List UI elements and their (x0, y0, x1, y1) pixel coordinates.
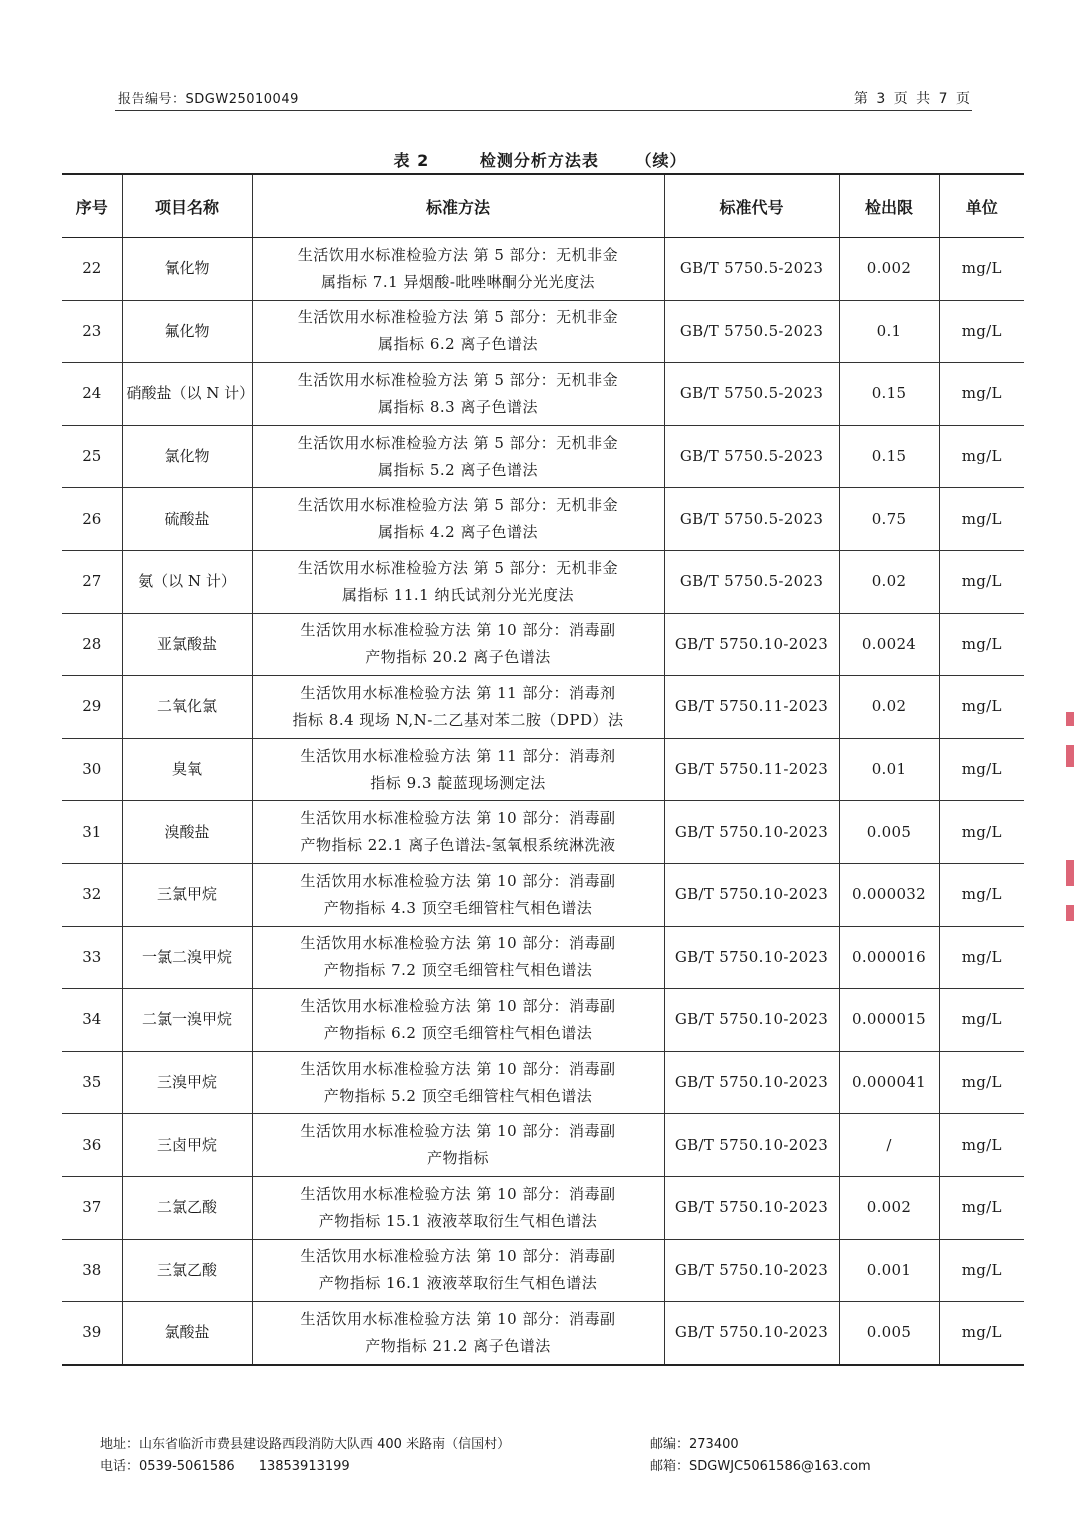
row-detection-limit: 0.15 (839, 363, 939, 426)
row-standard-code: GB/T 5750.11-2023 (664, 738, 839, 801)
row-method-line: 生活饮用水标准检验方法 第 11 部分：消毒剂 (300, 683, 616, 702)
row-method-line: 生活饮用水标准检验方法 第 5 部分：无机非金 (297, 558, 619, 577)
row-item-name: 溴酸盐 (122, 801, 252, 864)
row-method-line: 属指标 7.1 异烟酸-吡唑啉酮分光光度法 (321, 272, 595, 291)
row-item-name: 三氯甲烷 (122, 863, 252, 926)
row-number: 32 (62, 863, 122, 926)
row-item-name: 硝酸盐（以 N 计） (122, 363, 252, 426)
row-method-line: 生活饮用水标准检验方法 第 5 部分：无机非金 (297, 308, 619, 327)
row-method (252, 989, 664, 1052)
row-number: 34 (62, 989, 122, 1052)
table-row (62, 989, 1024, 1052)
row-method (252, 863, 664, 926)
row-method-line: 生活饮用水标准检验方法 第 10 部分：消毒副 (300, 1059, 616, 1078)
seal-fragment (1066, 745, 1074, 767)
row-method (252, 238, 664, 301)
table-row (62, 1302, 1024, 1365)
row-method-line: 产物指标 16.1 液液萃取衍生气相色谱法 (318, 1274, 598, 1293)
row-method (252, 738, 664, 801)
row-method-line: 产物指标 6.2 顶空毛细管柱气相色谱法 (323, 1023, 593, 1042)
row-method-line: 生活饮用水标准检验方法 第 10 部分：消毒副 (300, 621, 616, 640)
table-row (62, 926, 1024, 989)
row-number: 27 (62, 550, 122, 613)
row-number: 33 (62, 926, 122, 989)
table-row (62, 363, 1024, 426)
row-detection-limit: 0.002 (839, 1176, 939, 1239)
row-item-name: 氰化物 (122, 238, 252, 301)
row-method (252, 676, 664, 739)
seal-fragment (1066, 905, 1074, 921)
table-row (62, 238, 1024, 301)
row-standard-code: GB/T 5750.5-2023 (664, 300, 839, 363)
table-number: 表 2 (393, 151, 430, 170)
row-method-line: 生活饮用水标准检验方法 第 10 部分：消毒副 (300, 809, 616, 828)
row-number: 25 (62, 425, 122, 488)
row-unit: mg/L (939, 488, 1024, 551)
row-unit: mg/L (939, 738, 1024, 801)
row-standard-code: GB/T 5750.10-2023 (664, 863, 839, 926)
row-standard-code: GB/T 5750.5-2023 (664, 550, 839, 613)
row-method (252, 425, 664, 488)
column-header-limit: 检出限 (839, 174, 939, 238)
row-method (252, 926, 664, 989)
row-method (252, 363, 664, 426)
row-number: 30 (62, 738, 122, 801)
row-detection-limit: 0.02 (839, 550, 939, 613)
table-header-row (62, 174, 1024, 238)
methods-table (62, 173, 1024, 1366)
row-item-name: 一氯二溴甲烷 (122, 926, 252, 989)
row-number: 39 (82, 1323, 102, 1342)
row-detection-limit: 0.002 (839, 238, 939, 301)
footer-address: 地址：山东省临沂市费县建设路西段消防大队西 400 米路南（信国村） (100, 1437, 511, 1452)
table-row (62, 863, 1024, 926)
row-method (252, 550, 664, 613)
row-method (252, 1302, 664, 1365)
row-item-name: 氯化物 (122, 425, 252, 488)
table-row (62, 613, 1024, 676)
row-standard-code: GB/T 5750.5-2023 (664, 238, 839, 301)
row-standard-code: GB/T 5750.10-2023 (664, 1176, 839, 1239)
row-method-line: 生活饮用水标准检验方法 第 10 部分：消毒副 (300, 1122, 616, 1141)
row-method-line: 生活饮用水标准检验方法 第 5 部分：无机非金 (297, 245, 619, 264)
table-row (62, 1051, 1024, 1114)
row-standard-code: GB/T 5750.5-2023 (664, 363, 839, 426)
row-item-name: 臭氧 (122, 738, 252, 801)
row-unit: mg/L (939, 1302, 1024, 1365)
row-method-line: 生活饮用水标准检验方法 第 10 部分：消毒副 (300, 934, 616, 953)
row-number: 23 (62, 300, 122, 363)
row-method-line: 属指标 6.2 离子色谱法 (378, 335, 538, 354)
table-row (62, 425, 1024, 488)
row-detection-limit: 0.001 (839, 1239, 939, 1302)
row-method (252, 1239, 664, 1302)
row-number: 22 (62, 238, 122, 301)
row-unit: mg/L (939, 1176, 1024, 1239)
row-number: 26 (62, 488, 122, 551)
row-method (252, 1114, 664, 1177)
table-row (62, 300, 1024, 363)
row-detection-limit: 0.005 (839, 1302, 939, 1365)
row-unit: mg/L (939, 613, 1024, 676)
row-standard-code: GB/T 5750.10-2023 (664, 801, 839, 864)
row-unit: mg/L (939, 425, 1024, 488)
row-unit: mg/L (939, 926, 1024, 989)
row-unit: mg/L (939, 238, 1024, 301)
table-caption (0, 148, 1080, 171)
row-number: 37 (62, 1176, 122, 1239)
table-row (62, 1239, 1024, 1302)
column-header-no: 序号 (62, 174, 122, 238)
row-standard-code: GB/T 5750.11-2023 (664, 676, 839, 739)
row-item-name: 氯酸盐 (122, 1302, 252, 1365)
row-method-line: 生活饮用水标准检验方法 第 10 部分：消毒副 (300, 871, 616, 890)
row-item-name: 二氧化氯 (122, 676, 252, 739)
row-standard-code: GB/T 5750.10-2023 (664, 1302, 839, 1365)
row-method-line: 指标 9.3 靛蓝现场测定法 (370, 773, 546, 792)
row-unit: mg/L (939, 801, 1024, 864)
row-method-line: 产物指标 5.2 顶空毛细管柱气相色谱法 (323, 1086, 593, 1105)
row-method-line: 生活饮用水标准检验方法 第 10 部分：消毒副 (300, 1184, 616, 1203)
row-method-line: 属指标 5.2 离子色谱法 (378, 460, 538, 479)
row-standard-code: GB/T 5750.5-2023 (664, 425, 839, 488)
footer-phone-2: 13853913199 (258, 1459, 350, 1474)
row-detection-limit: / (839, 1114, 939, 1177)
row-item-name: 三卤甲烷 (122, 1114, 252, 1177)
row-method-line: 生活饮用水标准检验方法 第 10 部分：消毒副 (300, 996, 616, 1015)
row-item-name: 氟化物 (122, 300, 252, 363)
row-number: 36 (62, 1114, 122, 1177)
row-standard-code: GB/T 5750.10-2023 (664, 989, 839, 1052)
table-row (62, 488, 1024, 551)
row-method-line: 指标 8.4 现场 N,N-二乙基对苯二胺（DPD）法 (292, 710, 624, 729)
row-method-line: 产物指标 (426, 1149, 489, 1168)
row-standard-code: GB/T 5750.10-2023 (664, 1051, 839, 1114)
page-indicator: 第 3 页 共 7 页 (853, 91, 972, 107)
row-number: 28 (62, 613, 122, 676)
row-detection-limit: 0.1 (839, 300, 939, 363)
row-detection-limit: 0.15 (839, 425, 939, 488)
seal-fragment (1066, 712, 1074, 726)
row-method-line: 生活饮用水标准检验方法 第 5 部分：无机非金 (297, 433, 619, 452)
row-unit: mg/L (939, 300, 1024, 363)
row-item-name: 二氯一溴甲烷 (122, 989, 252, 1052)
row-item-name: 硫酸盐 (122, 488, 252, 551)
table-row (62, 550, 1024, 613)
row-method-line: 产物指标 7.2 顶空毛细管柱气相色谱法 (323, 961, 593, 980)
footer-postcode: 邮编：273400 (650, 1437, 739, 1452)
row-method-line: 生活饮用水标准检验方法 第 10 部分：消毒副 (300, 1309, 616, 1328)
table-continued-label: （续） (635, 151, 687, 170)
row-number: 31 (62, 801, 122, 864)
row-method (252, 1051, 664, 1114)
row-method-line: 产物指标 4.3 顶空毛细管柱气相色谱法 (323, 898, 593, 917)
row-item-name: 三溴甲烷 (122, 1051, 252, 1114)
row-unit: mg/L (939, 989, 1024, 1052)
row-detection-limit: 0.000015 (839, 989, 939, 1052)
report-number: 报告编号：SDGW25010049 (118, 92, 299, 107)
row-method-line: 生活饮用水标准检验方法 第 10 部分：消毒副 (300, 1247, 616, 1266)
row-item-name: 二氯乙酸 (122, 1176, 252, 1239)
table-title: 检测分析方法表 (479, 151, 599, 170)
row-standard-code: GB/T 5750.5-2023 (664, 488, 839, 551)
row-method-line: 生活饮用水标准检验方法 第 5 部分：无机非金 (297, 370, 619, 389)
row-method-line: 生活饮用水标准检验方法 第 5 部分：无机非金 (297, 496, 619, 515)
row-unit: mg/L (939, 1239, 1024, 1302)
row-number: 24 (62, 363, 122, 426)
row-method-line: 生活饮用水标准检验方法 第 11 部分：消毒剂 (300, 746, 616, 765)
row-number: 38 (62, 1239, 122, 1302)
row-detection-limit: 0.01 (839, 738, 939, 801)
row-number: 29 (62, 676, 122, 739)
row-method-line: 产物指标 22.1 离子色谱法-氢氧根系统淋洗液 (300, 836, 616, 855)
row-item-name: 氨（以 N 计） (122, 550, 252, 613)
row-unit: mg/L (939, 550, 1024, 613)
row-unit: mg/L (939, 363, 1024, 426)
row-method-line: 产物指标 15.1 液液萃取衍生气相色谱法 (318, 1211, 598, 1230)
seal-fragment (1066, 860, 1074, 886)
row-unit: mg/L (939, 676, 1024, 739)
row-method (252, 300, 664, 363)
footer-phone: 电话：0539-5061586 (100, 1459, 235, 1474)
row-method (252, 1176, 664, 1239)
row-detection-limit: 0.000041 (839, 1051, 939, 1114)
row-unit: mg/L (939, 1051, 1024, 1114)
table-row (62, 676, 1024, 739)
column-header-unit: 单位 (939, 174, 1024, 238)
column-header-method: 标准方法 (252, 174, 664, 238)
column-header-code: 标准代号 (664, 174, 839, 238)
footer (100, 1434, 1000, 1478)
row-detection-limit: 0.02 (839, 676, 939, 739)
row-method-line: 属指标 8.3 离子色谱法 (378, 397, 538, 416)
table-row (62, 1176, 1024, 1239)
row-method-line: 产物指标 20.2 离子色谱法 (365, 648, 551, 667)
row-item-name: 亚氯酸盐 (122, 613, 252, 676)
row-standard-code: GB/T 5750.10-2023 (664, 613, 839, 676)
table-row (62, 738, 1024, 801)
row-detection-limit: 0.005 (839, 801, 939, 864)
header-divider (115, 110, 972, 111)
table-row (62, 801, 1024, 864)
row-method (252, 613, 664, 676)
column-header-item: 项目名称 (122, 174, 252, 238)
row-method-line: 属指标 11.1 纳氏试剂分光光度法 (342, 585, 574, 604)
row-standard-code: GB/T 5750.10-2023 (664, 1239, 839, 1302)
footer-email: 邮箱：SDGWJC5061586@163.com (650, 1459, 871, 1474)
row-detection-limit: 0.000032 (839, 863, 939, 926)
row-method-line: 产物指标 21.2 离子色谱法 (365, 1336, 551, 1355)
row-detection-limit: 0.75 (839, 488, 939, 551)
row-method (252, 488, 664, 551)
row-number: 35 (62, 1051, 122, 1114)
row-unit: mg/L (939, 1114, 1024, 1177)
row-unit: mg/L (939, 863, 1024, 926)
row-method (252, 801, 664, 864)
row-detection-limit: 0.0024 (839, 613, 939, 676)
row-method-line: 属指标 4.2 离子色谱法 (378, 523, 538, 542)
row-item-name: 三氯乙酸 (122, 1239, 252, 1302)
row-standard-code: GB/T 5750.10-2023 (664, 926, 839, 989)
table-row (62, 1114, 1024, 1177)
row-detection-limit: 0.000016 (839, 926, 939, 989)
row-standard-code: GB/T 5750.10-2023 (664, 1114, 839, 1177)
